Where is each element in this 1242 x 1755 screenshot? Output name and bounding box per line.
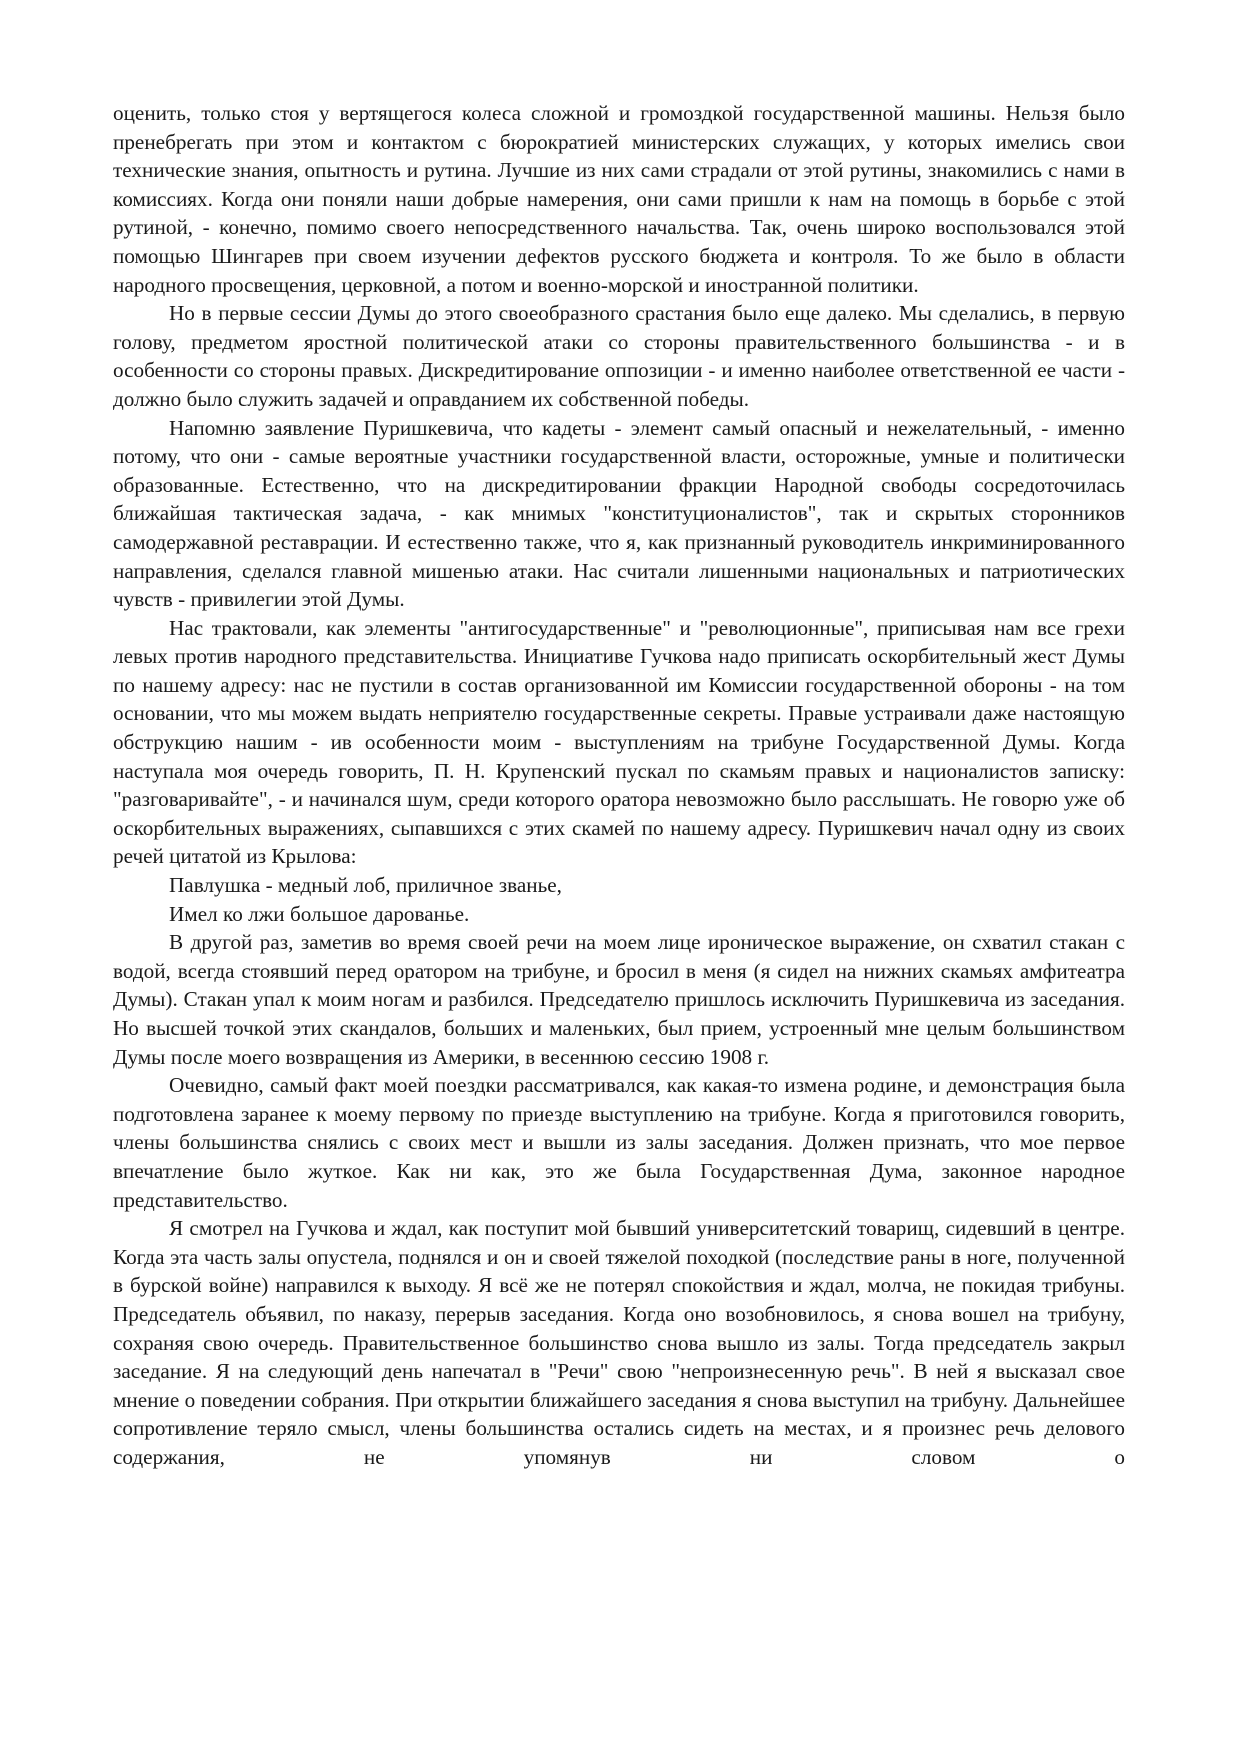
paragraph: Напомню заявление Пуришкевича, что кадеты - элемент самый опасный и нежелательный, - именно потому, что они - самые вероятные участники государственной власти, осторожные, умные и политически образованные. Естественно, что на дискредитировании фракции Народной свободы сосредоточилась ближайшая тактическая задача, - как мнимых "конституционалистов", так и скрытых сторонников самодержавной реставрации. И естественно также, что я, как признанный руководитель инкриминированного направления, сделался главной мишенью атаки. Нас считали лишенными национальных и патриотических чувств - привилегии этой Думы. [113, 415, 1125, 612]
verse-line: Павлушка - медный лоб, приличное званье, [169, 873, 562, 898]
paragraph: Но в первые сессии Думы до этого своеобразного срастания было еще далеко. Мы сделались, в первую голову, предметом яростной политической атаки со стороны правительственного большинства - и в особенности со стороны правых. Дискредитирование оппозиции - и именно наиболее ответственной ее части - должно было служить задачей и оправданием их собственной победы. [113, 301, 1125, 411]
body-text [113, 99, 1125, 1472]
verse-line: Имел ко лжи большое дарованье. [169, 901, 470, 926]
paragraph: В другой раз, заметив во время своей речи на моем лице ироническое выражение, он схватил стакан с водой, всегда стоявший перед оратором на трибуне, и бросил в меня (я сидел на нижних скамьях амфитеатра Думы). Стакан упал к моим ногам и разбился. Председателю пришлось исключить Пуришкевича из заседания. Но высшей точкой этих скандалов, больших и маленьких, был прием, устроенный мне целым большинством Думы после моего возвращения из Америки, в весеннюю сессию 1908 г. [113, 930, 1125, 1069]
paragraph: Нас трактовали, как элементы "антигосударственные" и "революционные", приписывая нам все грехи левых против народного представительства. Инициативе Гучкова надо приписать оскорбительный жест Думы по нашему адресу: нас не пустили в состав организованной им Комиссии государственной обороны - на том основании, что мы можем выдать неприятелю государственные секреты. Правые устраивали даже настоящую обструкцию нашим - ив особенности моим - выступлениям на трибуне Государственной Думы. Когда наступала моя очередь говорить, П. Н. Крупенский пускал по скамьям правых и националистов записку: "разговаривайте", - и начинался шум, среди которого оратора невозможно было расслышать. Не говорю уже об оскорбительных выражениях, сыпавшихся с этих скамей по нашему адресу. Пуришкевич начал одну из своих речей цитатой из Крылова: [113, 615, 1125, 869]
paragraph: оценить, только стоя у вертящегося колеса сложной и громоздкой государственной машины. Нельзя было пренебрегать при этом и контактом с бюрократией министерских служащих, у которых имелись свои технические знания, опытность и рутина. Лучшие из них сами страдали от этой рутины, знакомились с нами в комиссиях. Когда они поняли наши добрые намерения, они сами пришли к нам на помощь в борьбе с этой рутиной, - конечно, помимо своего непосредственного начальства. Так, очень широко воспользовался этой помощью Шингарев при своем изучении дефектов русского бюджета и контроля. То же было в области народного просвещения, церковной, а потом и военно-морской и иностранной политики. [113, 101, 1125, 297]
paragraph: Я смотрел на Гучкова и ждал, как поступит мой бывший университетский товарищ, сидевший в центре. Когда эта часть залы опустела, поднялся и он и своей тяжелой походкой (последствие раны в ноге, полученной в бурской войне) направился к выходу. Я всё же не потерял спокойствия и ждал, молча, не покидая трибуны. Председатель объявил, по наказу, перерыв заседания. Когда оно возобновилось, я снова вошел на трибуну, сохраняя свою очередь. Правительственное большинство снова вышло из залы. Тогда председатель закрыл заседание. Я на следующий день напечатал в "Речи" свою "непроизнесенную речь". В ней я высказал свое мнение о поведении собрания. При открытии ближайшего заседания я снова выступил на трибуну. Дальнейшее сопротивление теряло смысл, члены большинства остались сидеть на местах, и я произнес речь делового содержания, не упомянув ни словом о [113, 1216, 1125, 1469]
paragraph: Очевидно, самый факт моей поездки рассматривался, как какая-то измена родине, и демонстрация была подготовлена заранее к моему первому по приезде выступлению на трибуне. Когда я приготовился говорить, члены большинства снялись с своих мест и вышли из залы заседания. Должен признать, что мое первое впечатление было жуткое. Как ни как, это же была Государственная Дума, законное народное представительство. [113, 1073, 1125, 1212]
